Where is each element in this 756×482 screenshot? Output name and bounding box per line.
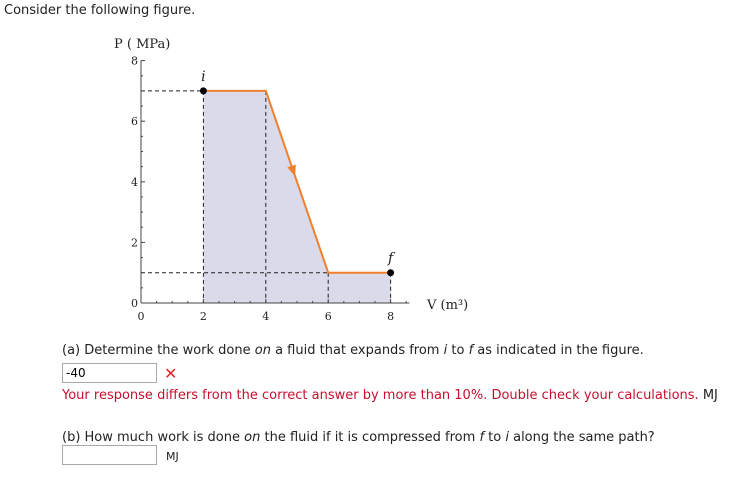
y-tick-label: 4 [131,175,138,189]
x-tick-label: 0 [137,310,145,323]
x-axis-label: V (m³) [427,298,469,313]
incorrect-x-icon: ✕ [164,364,178,383]
y-tick-label: 6 [131,115,138,129]
intro-text: Consider the following figure. [4,3,196,18]
question-a: (a) Determine the work done on a fluid that expands from i to f as indicated in the figure. [62,343,644,358]
question-b: (b) How much work is done on the fluid if it is compressed from f to i along the same path? [62,430,655,445]
answer-b-unit: MJ [166,450,179,463]
pv-chart [0,0,469,335]
state-label-i: i [201,68,206,85]
answer-b-input[interactable] [62,445,157,465]
y-axis-label: P ( MPa) [114,37,171,52]
answer-a-unit: MJ [702,388,718,403]
x-tick-label: 2 [199,310,207,323]
y-tick-label: 8 [131,54,138,68]
x-tick-label: 4 [262,310,270,323]
y-tick-label: 2 [131,236,138,250]
state-point-i [200,87,207,94]
work-area-shading [203,91,390,303]
state-label-f: f [388,250,394,267]
x-tick-label: 6 [324,310,332,323]
feedback-text: Your response differs from the correct answer by more than 10%. Double check your calculations. MJ [62,388,718,403]
state-point-f [387,269,394,276]
x-tick-label: 8 [387,310,395,323]
answer-a-input[interactable] [62,363,157,383]
y-tick-label: 0 [131,297,138,310]
